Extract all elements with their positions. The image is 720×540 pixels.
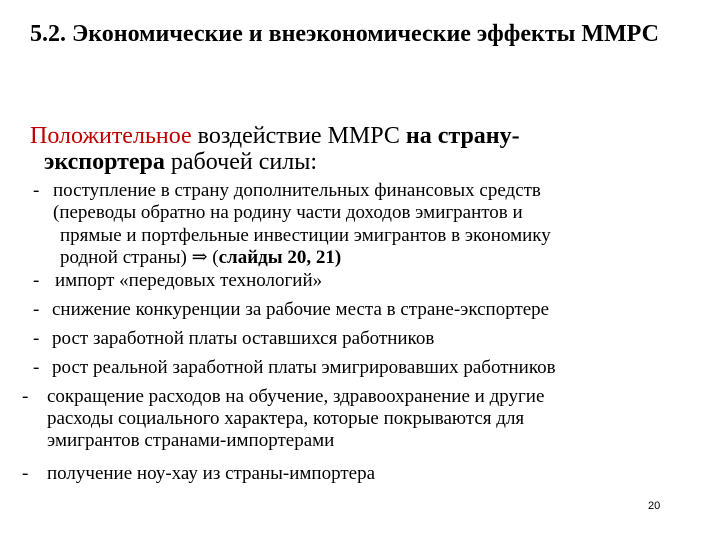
list-item-line: эмигрантов странами-импортерами (47, 430, 335, 451)
intro-bold-text-2: экспортера (44, 149, 165, 175)
intro-red-word: Положительное (30, 123, 192, 149)
list-item-line: снижение конкуренции за рабочие места в стране-экспортере (52, 299, 550, 320)
list-item-line (60, 247, 341, 270)
list-item (0, 299, 720, 328)
list-dash: - (22, 463, 29, 484)
list-dash: - (33, 357, 40, 378)
list-dash: - (33, 180, 40, 201)
intro-plain-text: воздействие ММРС (191, 123, 406, 149)
intro-tail-text: рабочей силы: (164, 149, 317, 175)
slide-title: 5.2. Экономические и внеэкономические эффекты ММРС (30, 21, 659, 47)
intro-paragraph (30, 123, 690, 175)
list-item-line: поступление в страну дополнительных финансовых средств (53, 180, 541, 201)
list-item-line: (переводы обратно на родину части доходов эмигрантов и (53, 202, 523, 223)
list-dash: - (33, 328, 40, 349)
list-item (0, 180, 720, 270)
list-item (0, 463, 720, 492)
intro-second-line (30, 149, 690, 175)
list-item (0, 386, 720, 463)
effects-list (0, 180, 720, 492)
list-dash: - (22, 386, 29, 407)
list-item-line: расходы социального характера, которые покрываются для (47, 408, 525, 429)
page-number: 20 (648, 500, 661, 512)
list-dash: - (33, 299, 40, 320)
list-item-line: импорт «передовых технологий» (55, 270, 323, 291)
list-item-line: получение ноу-хау из страны-импортера (47, 463, 376, 484)
list-dash: - (33, 270, 40, 291)
list-item-line: рост реальной заработной платы эмигрировавших работников (52, 357, 556, 378)
list-item (0, 270, 720, 299)
list-item (0, 357, 720, 386)
list-item-line: рост заработной платы оставшихся работников (52, 328, 435, 349)
list-item-line-bold: слайды 20, 21) (218, 247, 342, 268)
list-item-line-plain: родной страны) ⇒ ( (60, 247, 219, 268)
intro-bold-text: на страну- (405, 123, 520, 149)
list-item-line: прямые и портфельные инвестиции эмигрантов в экономику (60, 225, 551, 246)
list-item (0, 328, 720, 357)
list-item-line: сокращение расходов на обучение, здравоохранение и другие (47, 386, 545, 407)
